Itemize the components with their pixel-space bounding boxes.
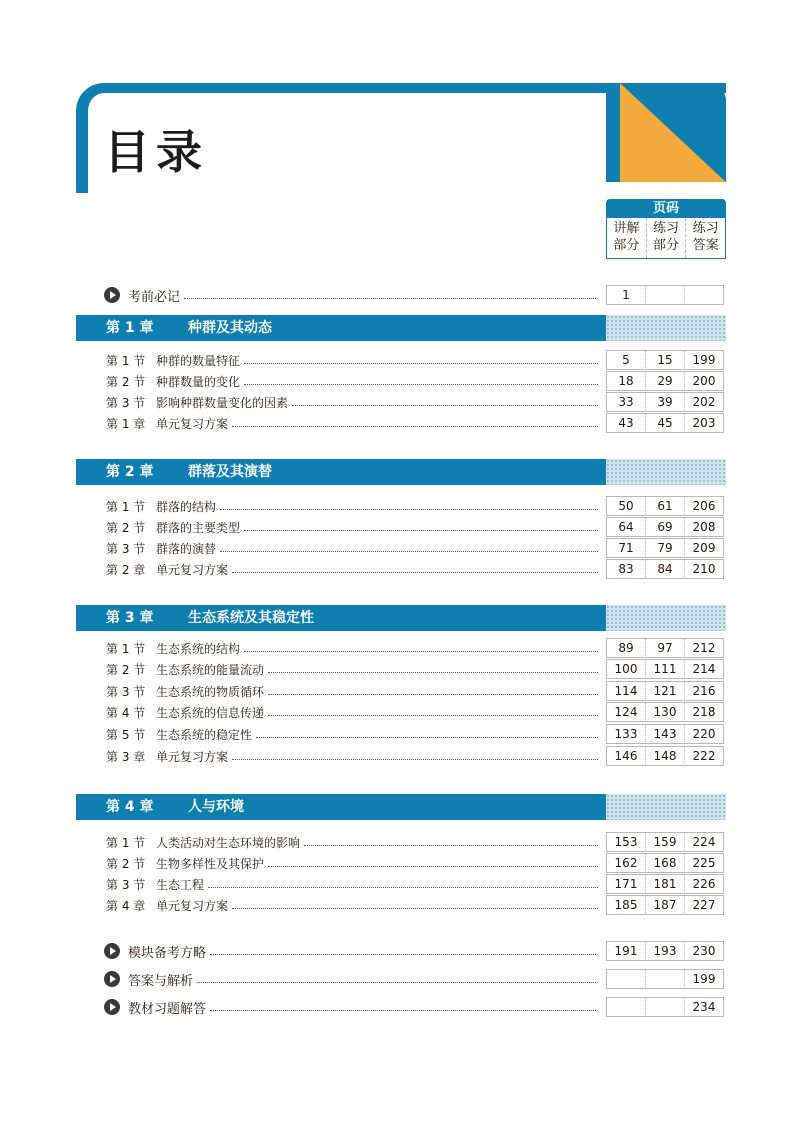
page-cell <box>645 969 684 989</box>
chapter-number: 第 3 章 <box>106 610 154 626</box>
page-cell: 18 <box>606 371 645 391</box>
page-cell: 29 <box>645 371 684 391</box>
section-number: 第 1 节 <box>106 499 146 514</box>
page-cell: 203 <box>684 413 724 433</box>
chapter-number: 第 1 章 <box>106 320 154 336</box>
page-cell: 216 <box>684 681 724 701</box>
page-cell: 226 <box>684 874 724 894</box>
section-number: 第 4 章 <box>106 898 146 913</box>
section-title: 影响种群数量变化的因素 <box>156 395 289 410</box>
leader-dots <box>220 551 598 552</box>
page-cell: 168 <box>645 853 684 873</box>
toc-entry-label: 教材习题解答 <box>128 1001 207 1017</box>
chapter-bar-pattern <box>606 459 726 485</box>
page-cell: 230 <box>684 941 724 961</box>
leader-dots <box>232 426 598 427</box>
chapter-bar-3[interactable] <box>76 605 726 631</box>
page-cell: 208 <box>684 517 724 537</box>
page-cell: 121 <box>645 681 684 701</box>
page-cell: 200 <box>684 371 724 391</box>
page-cell: 5 <box>606 350 645 370</box>
section-number: 第 1 节 <box>106 641 146 656</box>
page-cell: 210 <box>684 559 724 579</box>
page-title: 目录 <box>104 125 208 179</box>
section-number: 第 3 节 <box>106 877 146 892</box>
toc-entry-label: 考前必记 <box>128 289 181 305</box>
arrow-bullet-icon <box>104 971 120 987</box>
leader-dots <box>244 530 598 531</box>
toc-row-appendix[interactable] <box>0 969 800 989</box>
toc-row[interactable] <box>0 496 800 516</box>
page-cell: 61 <box>645 496 684 516</box>
page-cell: 79 <box>645 538 684 558</box>
chapter-title: 群落及其演替 <box>188 464 272 480</box>
arrow-bullet-icon <box>104 287 120 303</box>
page-cell: 220 <box>684 724 724 744</box>
section-title: 生态工程 <box>156 877 205 892</box>
section-number: 第 3 节 <box>106 395 146 410</box>
leader-dots <box>197 982 596 983</box>
page-cell: 234 <box>684 997 724 1017</box>
chapter-bar-1[interactable] <box>76 315 726 341</box>
section-number: 第 2 节 <box>106 856 146 871</box>
chapter-number: 第 2 章 <box>106 464 154 480</box>
chapter-bar-4[interactable] <box>76 794 726 820</box>
page-cell: 181 <box>645 874 684 894</box>
header-corner-decoration <box>606 83 726 182</box>
toc-row[interactable] <box>0 832 800 852</box>
toc-row[interactable] <box>0 874 800 894</box>
toc-row-intro[interactable] <box>0 285 800 305</box>
page-cell: 162 <box>606 853 645 873</box>
page-cell: 15 <box>645 350 684 370</box>
toc-row[interactable] <box>0 681 800 701</box>
toc-row[interactable] <box>0 413 800 433</box>
page-cell: 199 <box>684 350 724 370</box>
page-cell: 84 <box>645 559 684 579</box>
leader-dots <box>268 672 598 673</box>
toc-row[interactable] <box>0 724 800 744</box>
leader-dots <box>244 384 598 385</box>
page-cell: 187 <box>645 895 684 915</box>
section-number: 第 2 节 <box>106 374 146 389</box>
col-answers: 练习 答案 <box>685 218 725 258</box>
page-cell: 153 <box>606 832 645 852</box>
section-title: 人类活动对生态环境的影响 <box>156 835 301 850</box>
section-title: 生态系统的结构 <box>156 641 241 656</box>
leader-dots <box>184 298 596 299</box>
toc-entry-label: 答案与解析 <box>128 973 194 989</box>
leader-dots <box>220 509 598 510</box>
section-title: 单元复习方案 <box>156 749 229 764</box>
section-title: 生态系统的能量流动 <box>156 662 265 677</box>
page-cell: 148 <box>645 746 684 766</box>
toc-row[interactable] <box>0 350 800 370</box>
page-cell: 214 <box>684 659 724 679</box>
section-number: 第 3 节 <box>106 684 146 699</box>
section-title: 生物多样性及其保护 <box>156 856 265 871</box>
page-cell: 114 <box>606 681 645 701</box>
page-cell: 45 <box>645 413 684 433</box>
page-cell: 64 <box>606 517 645 537</box>
toc-row[interactable] <box>0 538 800 558</box>
page-cell: 159 <box>645 832 684 852</box>
leader-dots <box>232 759 598 760</box>
section-number: 第 3 章 <box>106 749 146 764</box>
leader-dots <box>244 363 598 364</box>
leader-dots <box>210 1010 596 1011</box>
leader-dots <box>268 694 598 695</box>
page-cell: 124 <box>606 702 645 722</box>
section-number: 第 5 节 <box>106 727 146 742</box>
page-cell: 83 <box>606 559 645 579</box>
chapter-number: 第 4 章 <box>106 799 154 815</box>
page-cell: 193 <box>645 941 684 961</box>
toc-row[interactable] <box>0 371 800 391</box>
page-cell: 222 <box>684 746 724 766</box>
section-number: 第 1 节 <box>106 835 146 850</box>
page-cell <box>645 997 684 1017</box>
toc-row[interactable] <box>0 559 800 579</box>
toc-row[interactable] <box>0 659 800 679</box>
page-cell: 191 <box>606 941 645 961</box>
page-cell: 171 <box>606 874 645 894</box>
page-cell: 39 <box>645 392 684 412</box>
section-title: 单元复习方案 <box>156 416 229 431</box>
page-cell: 89 <box>606 638 645 658</box>
page-cell: 100 <box>606 659 645 679</box>
page-cell <box>606 997 645 1017</box>
col-lecture: 讲解 部分 <box>613 221 640 253</box>
page-number-header <box>606 199 726 259</box>
leader-dots <box>268 866 598 867</box>
section-title: 生态系统的物质循环 <box>156 684 265 699</box>
toc-row[interactable] <box>0 746 800 766</box>
page-cell <box>645 285 684 305</box>
page-cell: 133 <box>606 724 645 744</box>
page-cell: 111 <box>645 659 684 679</box>
chapter-bar-pattern <box>606 794 726 820</box>
page-cell: 224 <box>684 832 724 852</box>
toc-row[interactable] <box>0 702 800 722</box>
page-cell: 50 <box>606 496 645 516</box>
page-cell: 209 <box>684 538 724 558</box>
leader-dots <box>304 845 598 846</box>
page-cell: 218 <box>684 702 724 722</box>
page-cell: 146 <box>606 746 645 766</box>
leader-dots <box>210 954 596 955</box>
toc-row[interactable] <box>0 517 800 537</box>
section-title: 种群数量的变化 <box>156 374 241 389</box>
section-title: 群落的演替 <box>156 541 217 556</box>
page-cell: 227 <box>684 895 724 915</box>
section-title: 单元复习方案 <box>156 898 229 913</box>
section-title: 单元复习方案 <box>156 562 229 577</box>
toc-row[interactable] <box>0 853 800 873</box>
page-cell: 130 <box>645 702 684 722</box>
section-number: 第 3 节 <box>106 541 146 556</box>
section-number: 第 1 章 <box>106 416 146 431</box>
chapter-bar-2[interactable] <box>76 459 726 485</box>
leader-dots <box>232 908 598 909</box>
chapter-title: 种群及其动态 <box>188 320 272 336</box>
page-cell: 185 <box>606 895 645 915</box>
chapter-bar-pattern <box>606 605 726 631</box>
section-number: 第 4 节 <box>106 705 146 720</box>
chapter-title: 人与环境 <box>188 799 244 815</box>
section-title: 种群的数量特征 <box>156 353 241 368</box>
page-cell: 143 <box>645 724 684 744</box>
col-practice: 练习 部分 <box>646 218 686 258</box>
page-cell <box>606 969 645 989</box>
section-number: 第 2 节 <box>106 662 146 677</box>
page-cell: 97 <box>645 638 684 658</box>
toc-row[interactable] <box>0 392 800 412</box>
toc-row-appendix[interactable] <box>0 997 800 1017</box>
page-cell: 206 <box>684 496 724 516</box>
section-title: 生态系统的稳定性 <box>156 727 253 742</box>
page-cell: 225 <box>684 853 724 873</box>
page-cell: 71 <box>606 538 645 558</box>
page-cell: 33 <box>606 392 645 412</box>
section-title: 群落的结构 <box>156 499 217 514</box>
section-title: 生态系统的信息传递 <box>156 705 265 720</box>
page-cell: 199 <box>684 969 724 989</box>
leader-dots <box>244 651 598 652</box>
leader-dots <box>268 715 598 716</box>
leader-dots <box>292 405 598 406</box>
page-cell: 43 <box>606 413 645 433</box>
section-number: 第 2 节 <box>106 520 146 535</box>
section-number: 第 1 节 <box>106 353 146 368</box>
section-number: 第 2 章 <box>106 562 146 577</box>
toc-row-appendix[interactable] <box>0 941 800 961</box>
page-cell: 69 <box>645 517 684 537</box>
toc-row[interactable] <box>0 895 800 915</box>
leader-dots <box>208 887 598 888</box>
page-number-title: 页码 <box>607 200 725 218</box>
leader-dots <box>256 737 598 738</box>
toc-entry-label: 模块备考方略 <box>128 945 207 961</box>
arrow-bullet-icon <box>104 999 120 1015</box>
page-cell: 202 <box>684 392 724 412</box>
chapter-bar-pattern <box>606 315 726 341</box>
chapter-title: 生态系统及其稳定性 <box>188 610 314 626</box>
page-cell <box>684 285 724 305</box>
leader-dots <box>232 572 598 573</box>
arrow-bullet-icon <box>104 943 120 959</box>
section-title: 群落的主要类型 <box>156 520 241 535</box>
page-cell: 212 <box>684 638 724 658</box>
toc-row[interactable] <box>0 638 800 658</box>
page-cell: 1 <box>606 285 645 305</box>
